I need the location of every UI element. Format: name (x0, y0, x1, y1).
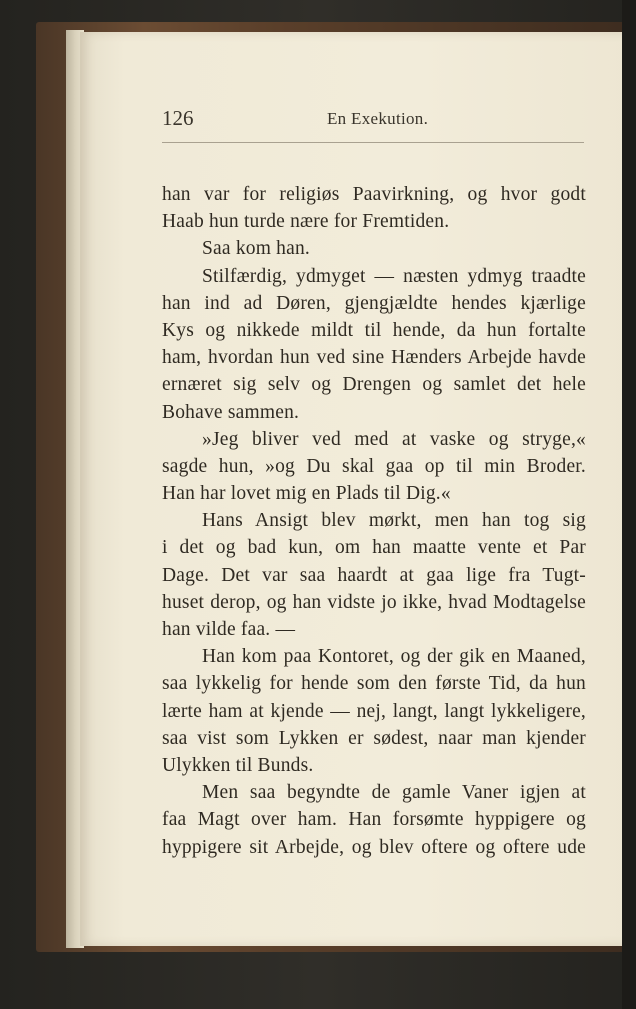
text-line: Saa kom han. (202, 238, 311, 260)
text-line: saa lykkelig for hende som den første Tid, da hun (162, 673, 586, 695)
text-line: han ind ad Døren, gjengjældte hendes kjærlige (162, 292, 586, 314)
text-line: »Jeg bliver ved med at vaske og stryge,« (202, 428, 586, 450)
running-head (162, 104, 586, 132)
text-line: saa vist som Lykken er sødest, naar man kjender (162, 727, 586, 749)
page-number: 126 (162, 106, 194, 130)
header-rule (162, 142, 584, 143)
text-line: Dage. Det var saa haardt at gaa lige fra Tugt- (162, 564, 586, 586)
text-line: ham, hvordan hun ved sine Hænders Arbejde havde (162, 347, 586, 369)
text-line: sagde hun, »og Du skal gaa op til min Broder. (162, 455, 586, 477)
body-text (162, 181, 586, 861)
text-line: Han har lovet mig en Plads til Dig.« (162, 483, 451, 505)
text-line: Kys og nikkede mildt til hende, da hun fortalte (162, 319, 586, 341)
text-line: hyppigere sit Arbejde, og blev oftere og oftere ude (162, 836, 586, 858)
text-line: han var for religiøs Paavirkning, og hvor godt (162, 184, 586, 205)
text-line: faa Magt over ham. Han forsømte hyppigere og (162, 809, 586, 831)
right-margin-strip (622, 0, 636, 1009)
text-line: Ulykken til Bunds. (162, 754, 314, 776)
text-line: Hans Ansigt blev mørkt, men han tog sig (202, 510, 586, 532)
text-line: Haab hun turde nære for Fremtiden. (162, 211, 450, 233)
text-line: Han kom paa Kontoret, og der gik en Maaned, (202, 646, 586, 668)
text-line: ernæret sig selv og Drengen og samlet det hele (162, 374, 586, 396)
text-line: i det og bad kun, om han maatte vente et Par (162, 537, 586, 559)
text-line: Bohave sammen. (162, 401, 300, 423)
text-line: lærte ham at kjende — nej, langt, langt lykkeligere, (162, 700, 586, 722)
running-title: En Exekution. (327, 109, 429, 128)
text-line: huset derop, og han vidste jo ikke, hvad Modtagelse (162, 591, 586, 613)
text-line: Stilfærdig, ydmyget — næsten ydmyg traadte (202, 265, 586, 287)
text-line: han vilde faa. — (162, 619, 296, 640)
text-line: Men saa begyndte de gamle Vaner igjen at (202, 782, 586, 804)
